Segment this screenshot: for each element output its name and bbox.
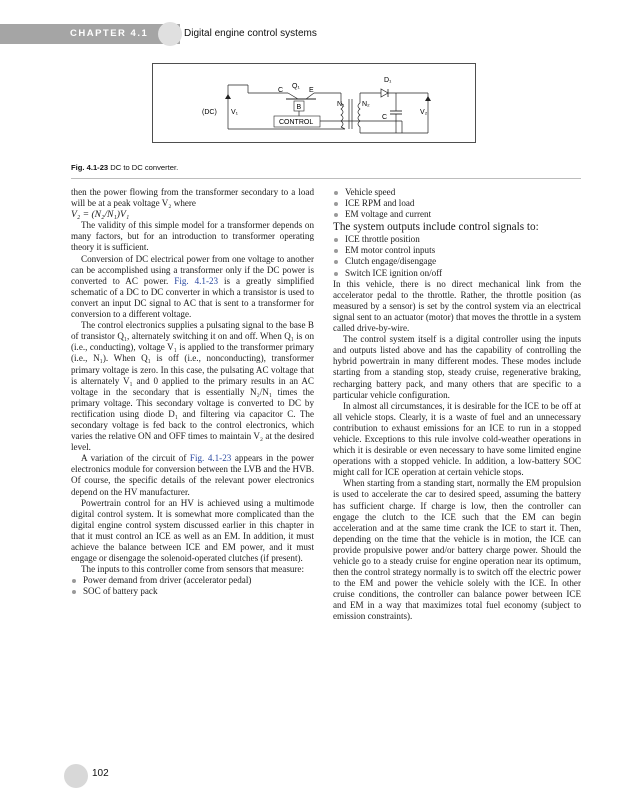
running-header bbox=[0, 0, 626, 44]
page-number: 102 bbox=[92, 768, 109, 779]
outputs-heading: The system outputs include control signals to: bbox=[333, 221, 539, 234]
page-number-circle bbox=[64, 764, 88, 788]
diode-d1 bbox=[381, 89, 388, 97]
figure-caption-label: Fig. 4.1-23 bbox=[71, 163, 109, 172]
label-v2: V₂ bbox=[420, 109, 428, 116]
left-paragraph-3-post: is a greatly simplified schematic of a DC to DC converter in which a transistor is used to convert an input DC signal to AC that is sent to a transformer for conversion to a different voltage. bbox=[71, 275, 315, 320]
right-paragraph-1: In this vehicle, there is no direct mechanical link from the accelerator pedal to the throttle. Rather, the throttle position (as measured by a sensor) is set by the control system via an electrical signal sent to an actuator (motor) that moves the throttle in a system called drive-by-wire. bbox=[333, 278, 581, 334]
label-b: B bbox=[296, 104, 302, 111]
label-v1: V₁ bbox=[231, 109, 239, 116]
left-paragraph-6: Powertrain control for an HV is achieved using a multimode digital control system. It is somewhat more complicated than the digital engine control system discussed earlier in this chapter in that it must control an ICE as well as an EM. In addition, it must achieve the balance between ICE and EM power, and it must engage or disengage the solenoid-operated clutches (if present). bbox=[71, 497, 314, 564]
right-paragraph-4: When starting from a standing start, normally the EM propulsion is used to accelerate the car to desired speed, assuming the battery has sufficient charge. If charge is low, then the controller can engage the clutch to the ICE such that the EM can begin acceleration and at the same time crank the ICE to start it. Then, depending on the time that the vehicle is in motion, the ICE can provide propulsive power and/or battery charge power. Should the vehicle go to a steady cruise for engine operation near its optimum, then the control strategy normally is to switch off the electric power to the EM and power the vehicle solely with the ICE. In other cruise conditions, the controller can balance power between ICE and EM in a way that maximizes total fuel economy (subject to emission constraints). bbox=[333, 478, 581, 622]
dc-converter-figure bbox=[152, 63, 476, 143]
left-paragraph-5-pre: A variation of the circuit of bbox=[81, 453, 187, 464]
left-paragraph-5 bbox=[71, 453, 314, 497]
input-sensor-list bbox=[71, 575, 314, 597]
label-c: C bbox=[278, 87, 284, 94]
v2-arrow bbox=[425, 96, 431, 101]
list-item: Power demand from driver (accelerator pedal) bbox=[71, 575, 314, 586]
figure-link[interactable]: Fig. 4.1-23 bbox=[189, 453, 232, 464]
list-item: Vehicle speed bbox=[333, 187, 581, 198]
label-cap: C bbox=[382, 114, 388, 121]
running-header-title: Digital engine control systems bbox=[184, 28, 317, 39]
left-paragraph-7: The inputs to this controller come from sensors that measure: bbox=[81, 564, 304, 575]
label-n2: N₂ bbox=[362, 101, 370, 108]
left-paragraph-3 bbox=[71, 254, 314, 321]
list-item: Switch ICE ignition on/off bbox=[333, 268, 581, 279]
figure-frame bbox=[153, 64, 476, 143]
left-paragraph-3-pre: Conversion of DC electrical power from one voltage to another can be accomplished using a transformer only if the DC power is converted to AC power. bbox=[71, 253, 314, 286]
list-item: EM motor control inputs bbox=[333, 245, 581, 256]
v1-arrow bbox=[225, 94, 231, 99]
figure-caption bbox=[71, 163, 178, 172]
list-item: EM voltage and current bbox=[333, 209, 581, 220]
equation: V₂ = (N₂/N₁)V₁ bbox=[71, 209, 130, 221]
label-q1: Q₁ bbox=[292, 83, 300, 90]
chapter-tab: CHAPTER 4.1 bbox=[0, 24, 180, 44]
right-column bbox=[333, 187, 581, 623]
transistor-collector bbox=[288, 93, 298, 99]
label-e: E bbox=[309, 87, 314, 94]
caption-rule bbox=[71, 178, 581, 179]
figure-link[interactable]: Fig. 4.1-23 bbox=[174, 275, 219, 286]
output-signal-list bbox=[333, 234, 581, 278]
list-item: SOC of battery pack bbox=[71, 586, 314, 597]
left-paragraph-5-post: appears in the power electronics module for conversion between the LVB and the HVB. Of course, the specific details of the relevant power electronics depend on the HV manufacturer. bbox=[71, 453, 315, 497]
chapter-tab-circle bbox=[158, 22, 182, 46]
left-paragraph-1: then the power flowing from the transformer secondary to a load will be at a peak voltage V₂ where bbox=[71, 187, 314, 209]
input-sensor-list-continued bbox=[333, 187, 581, 220]
right-paragraph-3: In almost all circumstances, it is desirable for the ICE to be off at all vehicle stops. Clearly, it is a waste of fuel and an unnecessary contribution to exhaust emissions for an ICE to run in a stopped vehicle. Exceptions to this rule involve cold-weather operations in which it is desirable or even necessary to have some limited engine operations with a stopped vehicle. In addition, a low-battery SOC might call for ICE operation at certain vehicle stops. bbox=[333, 400, 581, 478]
label-n1: N₁ bbox=[337, 101, 345, 108]
list-item: ICE RPM and load bbox=[333, 198, 581, 209]
list-item: ICE throttle position bbox=[333, 234, 581, 245]
right-paragraph-2: The control system itself is a digital controller using the inputs and outputs listed above and has the capability of controlling the hybrid powertrain in many different modes. These modes include starting from a standing stop, steady cruise, regenerative braking, recharging battery pack, and many others that are specific to a particular vehicle configuration. bbox=[333, 334, 581, 400]
figure-caption-text: DC to DC converter. bbox=[110, 163, 179, 172]
left-column bbox=[71, 187, 314, 597]
secondary-coil bbox=[358, 103, 360, 127]
left-paragraph-4: The control electronics supplies a pulsating signal to the base B of transistor Q₁, alternately switching it on and off. When Q₁ is on (i.e., conducting), voltage V₁ is applied to the transformer primary (i.e., N₁). When Q₁ is off (i.e., nonconducting), transformer primary voltage is zero. In this case, the pulsating AC voltage that is alternately V₁ and 0 applied to the primary results in an AC voltage in the secondary that is essentially N₂/N₁ times the primary voltage. This secondary voltage is converted to DC by rectification using diode D₁ and filtering via capacitor C. The secondary voltage is fed back to the control electronics, which varies the relative ON and OFF times to maintain V₂ at the desired level. bbox=[71, 320, 314, 453]
label-d1: D₁ bbox=[384, 77, 392, 84]
label-dc: (DC) bbox=[202, 109, 217, 116]
label-control: CONTROL bbox=[279, 119, 314, 126]
left-paragraph-2: The validity of this simple model for a transformer depends on many factors, but for an introduction to transformer operating theory it is sufficient. bbox=[71, 220, 314, 253]
list-item: Clutch engage/disengage bbox=[333, 256, 581, 267]
